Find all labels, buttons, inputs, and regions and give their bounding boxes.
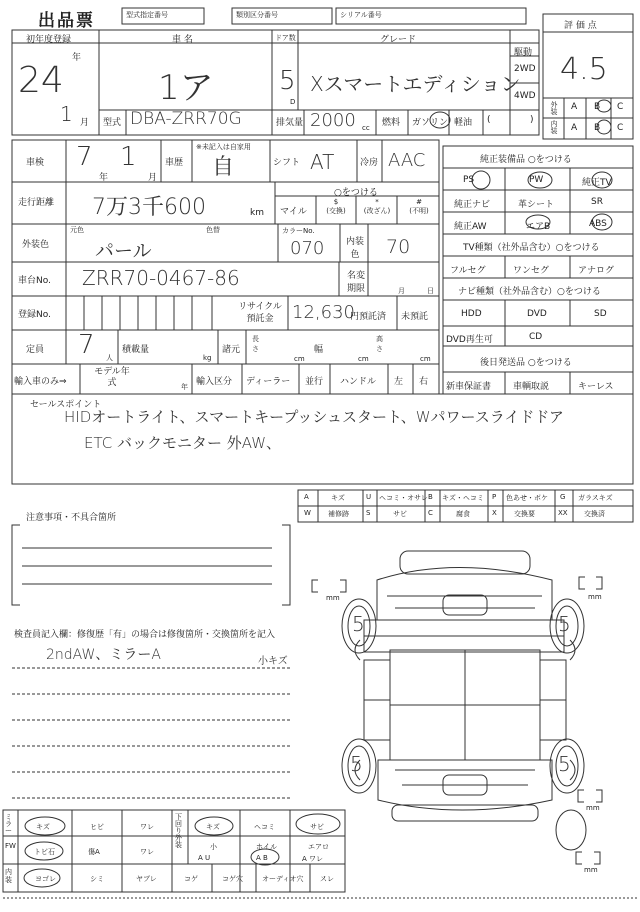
legend-s: S (366, 509, 371, 517)
dvd-playback: DVD再生可 (446, 335, 493, 345)
registration-month: 1 (60, 102, 73, 126)
load-unit: kg (203, 354, 212, 362)
cell-aero: エアロ (308, 843, 329, 851)
row-label-mirror: ミラー (5, 813, 12, 835)
nav-hdd: HDD (461, 309, 482, 319)
type-designation-label: 型式指定番号 (126, 11, 168, 19)
cell-small-sub: A U (198, 854, 211, 862)
cell-audio-hole: オーディオ穴 (262, 875, 304, 883)
sales-point-line1: HIDオートライト、スマートキープッシュスタート、Wパワースライドドア (64, 408, 564, 426)
door-count-label: ドア数 (275, 34, 296, 42)
recycle-unpaid: 未預託 (401, 312, 429, 322)
inspector-note-1b: 小キズ (258, 656, 288, 667)
tread-fl: 5 (352, 612, 365, 636)
legend-a-desc: キズ (331, 494, 345, 502)
handle-left: 左 (394, 377, 404, 387)
inspection-month-unit: 月 (148, 173, 158, 183)
cell-crack: ヒビ (90, 823, 104, 831)
history-label: 車歴 (165, 158, 184, 168)
drive-2wd: 2WD (514, 64, 536, 74)
cell-break: ワレ (140, 823, 154, 831)
equipment-title: 純正装備品 ○をつける (480, 155, 572, 165)
displacement-value: 2000 (310, 110, 356, 131)
shift-value: AT (310, 150, 335, 174)
import-year-unit: 年 (181, 383, 188, 391)
legend-b: B (428, 493, 433, 501)
tread-rl: 5 (350, 752, 363, 776)
cell-scratch-a: 傷A (88, 848, 100, 856)
col-label-under: 下回り外装 (175, 813, 182, 849)
cell-under-scratch: キズ (206, 823, 220, 831)
grade-a-int: A (571, 123, 578, 133)
equip-aw: 純正AW (454, 222, 487, 232)
legend-s-desc: サビ (393, 510, 407, 518)
fuel-label: 燃料 (382, 118, 401, 128)
door-count: 5 (279, 66, 296, 96)
legend-xx-desc: 交換済 (584, 510, 605, 518)
nav-dvd: DVD (527, 309, 547, 319)
color-code-value: 070 (290, 238, 325, 259)
length-unit: cm (294, 355, 305, 363)
recycle-paid: 円預託済 (350, 312, 387, 322)
car-diagram (312, 551, 602, 864)
cell-burn-hole: コゲ穴 (222, 875, 243, 883)
equip-tv: 純正TV (582, 178, 612, 188)
sales-point-line2: ETC バックモニター 外AW、 (84, 434, 282, 452)
inspection-year: 7 (76, 142, 93, 172)
cd: CD (529, 332, 543, 342)
length-label: 長さ (252, 335, 259, 353)
mileage-value: 7万3千600 (92, 195, 206, 220)
score-label: 評 価 点 (564, 21, 597, 31)
legend-a: A (304, 493, 309, 501)
grade-a-ext: A (571, 102, 578, 112)
mileage-opt-mile: マイル (280, 207, 307, 217)
displacement-label: 排気量 (276, 118, 304, 128)
capacity-unit: 人 (106, 354, 113, 362)
displacement-unit: cc (362, 124, 370, 132)
legend-u-desc: ヘコミ・オサレ (379, 494, 428, 502)
cell-fw-break: ワレ (140, 848, 154, 856)
car-name-label: 車 名 (172, 35, 193, 45)
form-title: 出品票 (38, 11, 95, 31)
dimensions-label: 諸元 (222, 345, 241, 355)
legend-b-desc: キズ・ヘコミ (442, 494, 484, 502)
month-unit: 月 (80, 118, 90, 128)
inspection-year-unit: 年 (99, 173, 109, 183)
tread-rr: 5 (558, 752, 571, 776)
legend-p: P (492, 493, 497, 501)
sales-point-label: セールスポイント (30, 400, 102, 410)
mm-spare: mm (584, 866, 598, 874)
score-value: 4.5 (560, 52, 608, 87)
legend-p-desc: 色あせ・ボケ (506, 494, 548, 502)
recycle-label: リサイクル預託金 (238, 302, 282, 324)
mileage-label: 走行距離 (18, 198, 55, 208)
tread-fr: 5 (558, 612, 571, 636)
cell-chip: トビ石 (34, 848, 55, 856)
interior-color-value: 70 (386, 236, 411, 258)
mm-fr: mm (588, 593, 602, 601)
original-color-label: 元色 (70, 226, 84, 234)
chassis-label: 車台No. (18, 276, 51, 286)
cell-aero-sub: A ワレ (302, 855, 324, 863)
legend-c-desc: 腐食 (456, 510, 470, 518)
car-name: 1ア (158, 68, 214, 108)
shift-label: シフト (273, 158, 301, 168)
color-change-label: 色替 (206, 226, 220, 234)
height-unit: cm (420, 355, 431, 363)
serial-number-label: シリアル番号 (340, 11, 382, 19)
doc-keyless: キーレス (578, 382, 614, 392)
mileage-opt-tampered: * (改ざん) (363, 198, 391, 215)
drive-label: 駆動 (514, 48, 533, 58)
inspection-label: 車検 (26, 158, 45, 168)
legend-c: C (428, 509, 433, 517)
cell-wheel: ホイル (256, 843, 277, 851)
registration-year: 24 (18, 60, 64, 101)
equip-ps: PS (463, 175, 475, 185)
mileage-unit: km (250, 208, 264, 218)
equip-navi: 純正ナビ (454, 200, 491, 210)
damage-legend (298, 490, 633, 522)
chassis-value: ZRR70-0467-86 (82, 266, 240, 290)
import-parallel: 並行 (305, 377, 324, 387)
inspection-month: 1 (120, 142, 137, 172)
interior-label: 内装 (550, 120, 558, 134)
history-note: ※未記入は自家用 (196, 143, 251, 151)
grade-value: Xスマートエディション (310, 72, 521, 96)
exterior-label: 外装 (550, 101, 558, 115)
equip-sr: SR (591, 197, 603, 207)
grade-c-int: C (617, 123, 624, 133)
fuel-diesel: 軽油 (454, 118, 473, 128)
equip-pw: PW (529, 175, 544, 185)
first-registration-label: 初年度登録 (26, 35, 72, 45)
legend-g-desc: ガラスキズ (578, 494, 613, 502)
interior-color-label: 内装色 (345, 237, 364, 260)
mileage-check-note: ○をつける (334, 188, 378, 198)
model-year-label: モデル年式 (94, 367, 130, 388)
equip-abs: ABS (589, 219, 607, 229)
grade-b-ext: B (594, 102, 601, 112)
doc-warranty: 新車保証書 (446, 382, 492, 392)
load-label: 積載量 (122, 345, 150, 355)
cell-stain: シミ (90, 875, 104, 883)
docs-title: 後日発送品 ○をつける (480, 358, 572, 368)
legend-u: U (366, 493, 372, 501)
legend-xx: XX (558, 509, 568, 517)
door-suffix: D (290, 98, 296, 106)
fuel-other-close: ) (530, 115, 534, 125)
doc-manual: 車輌取説 (513, 382, 550, 392)
width-label: 幅 (314, 345, 324, 355)
handle-label: ハンドル (340, 377, 377, 387)
import-dealer: ディーラー (246, 377, 291, 387)
cell-rub: スレ (320, 875, 334, 883)
tv-analog: アナログ (578, 266, 615, 276)
year-unit: 年 (72, 53, 82, 63)
ac-value: AAC (388, 150, 426, 171)
cell-dirt: ヨゴレ (35, 875, 56, 883)
cell-rust: サビ (310, 823, 324, 831)
recycle-fee: 12,630 (292, 302, 355, 323)
fuel-other-open: ( (487, 115, 491, 125)
mm-rr: mm (586, 804, 600, 812)
cell-scratch: キズ (36, 823, 50, 831)
ac-label: 冷房 (360, 158, 379, 168)
notes-label: 注意事項・不具合箇所 (26, 513, 117, 523)
registration-no-label: 登録No. (18, 310, 51, 320)
legend-g: G (560, 493, 566, 501)
width-unit: cm (358, 355, 369, 363)
grade-label: グレード (380, 35, 417, 45)
cell-wheel-sub: A B (256, 854, 268, 862)
grade-c-ext: C (617, 102, 624, 112)
fuel-gasoline: ガソリン (412, 118, 449, 128)
mileage-opt-unknown: # (不明) (409, 198, 429, 215)
handle-right: 右 (419, 377, 429, 387)
model-label: 型式 (103, 118, 122, 128)
legend-w-desc: 補修跡 (328, 510, 349, 518)
category-number-label: 類別区分番号 (236, 11, 278, 19)
legend-x-desc: 交換要 (514, 510, 535, 518)
grade-b-int: B (594, 123, 601, 133)
nav-type-title: ナビ種類（社外品含む）○をつける (458, 287, 601, 297)
model-value: DBA-ZRR70G (130, 109, 242, 129)
rename-deadline-label: 名変期限 (346, 271, 365, 294)
history-value: 自 (212, 155, 235, 180)
exterior-color-label: 外装色 (22, 240, 50, 250)
height-label: 高さ (376, 335, 383, 353)
drive-4wd: 4WD (514, 91, 536, 101)
cell-dent: ヘコミ (254, 823, 275, 831)
cell-burn: コゲ (184, 875, 198, 883)
row-label-interior: 内装 (5, 868, 12, 884)
capacity-value: 7 (78, 330, 95, 360)
tv-type-title: TV種類（社外品含む）○をつける (463, 243, 600, 253)
legend-x: X (492, 509, 497, 517)
legend-w: W (304, 509, 311, 517)
inspector-label: 検査員記入欄：修復歴「有」の場合は修復箇所・交換箇所を記入 (14, 630, 276, 640)
cell-small: 小 (210, 843, 217, 851)
inspector-note-1: 2ndAW、ミラーA (46, 647, 161, 663)
equip-airbag: エアB (526, 222, 551, 232)
tv-fullseg: フルセグ (450, 266, 486, 276)
import-category-label: 輸入区分 (196, 377, 233, 387)
nav-sd: SD (594, 309, 607, 319)
tv-oneseg: ワンセグ (513, 266, 550, 276)
color-code-label: カラーNo. (282, 227, 315, 235)
capacity-label: 定員 (26, 345, 45, 355)
rename-day: 日 (427, 287, 434, 295)
rename-month: 月 (398, 287, 405, 295)
mm-fl: mm (326, 594, 340, 602)
equip-leather: 革シート (518, 200, 555, 210)
mileage-opt-exchange: $ (交換) (326, 198, 346, 215)
row-label-fw: FW (5, 842, 16, 850)
import-only-label: 輸入車のみ⇒ (14, 377, 67, 387)
exterior-color-value: パール (95, 240, 152, 262)
cell-tear: ヤブレ (136, 875, 157, 883)
